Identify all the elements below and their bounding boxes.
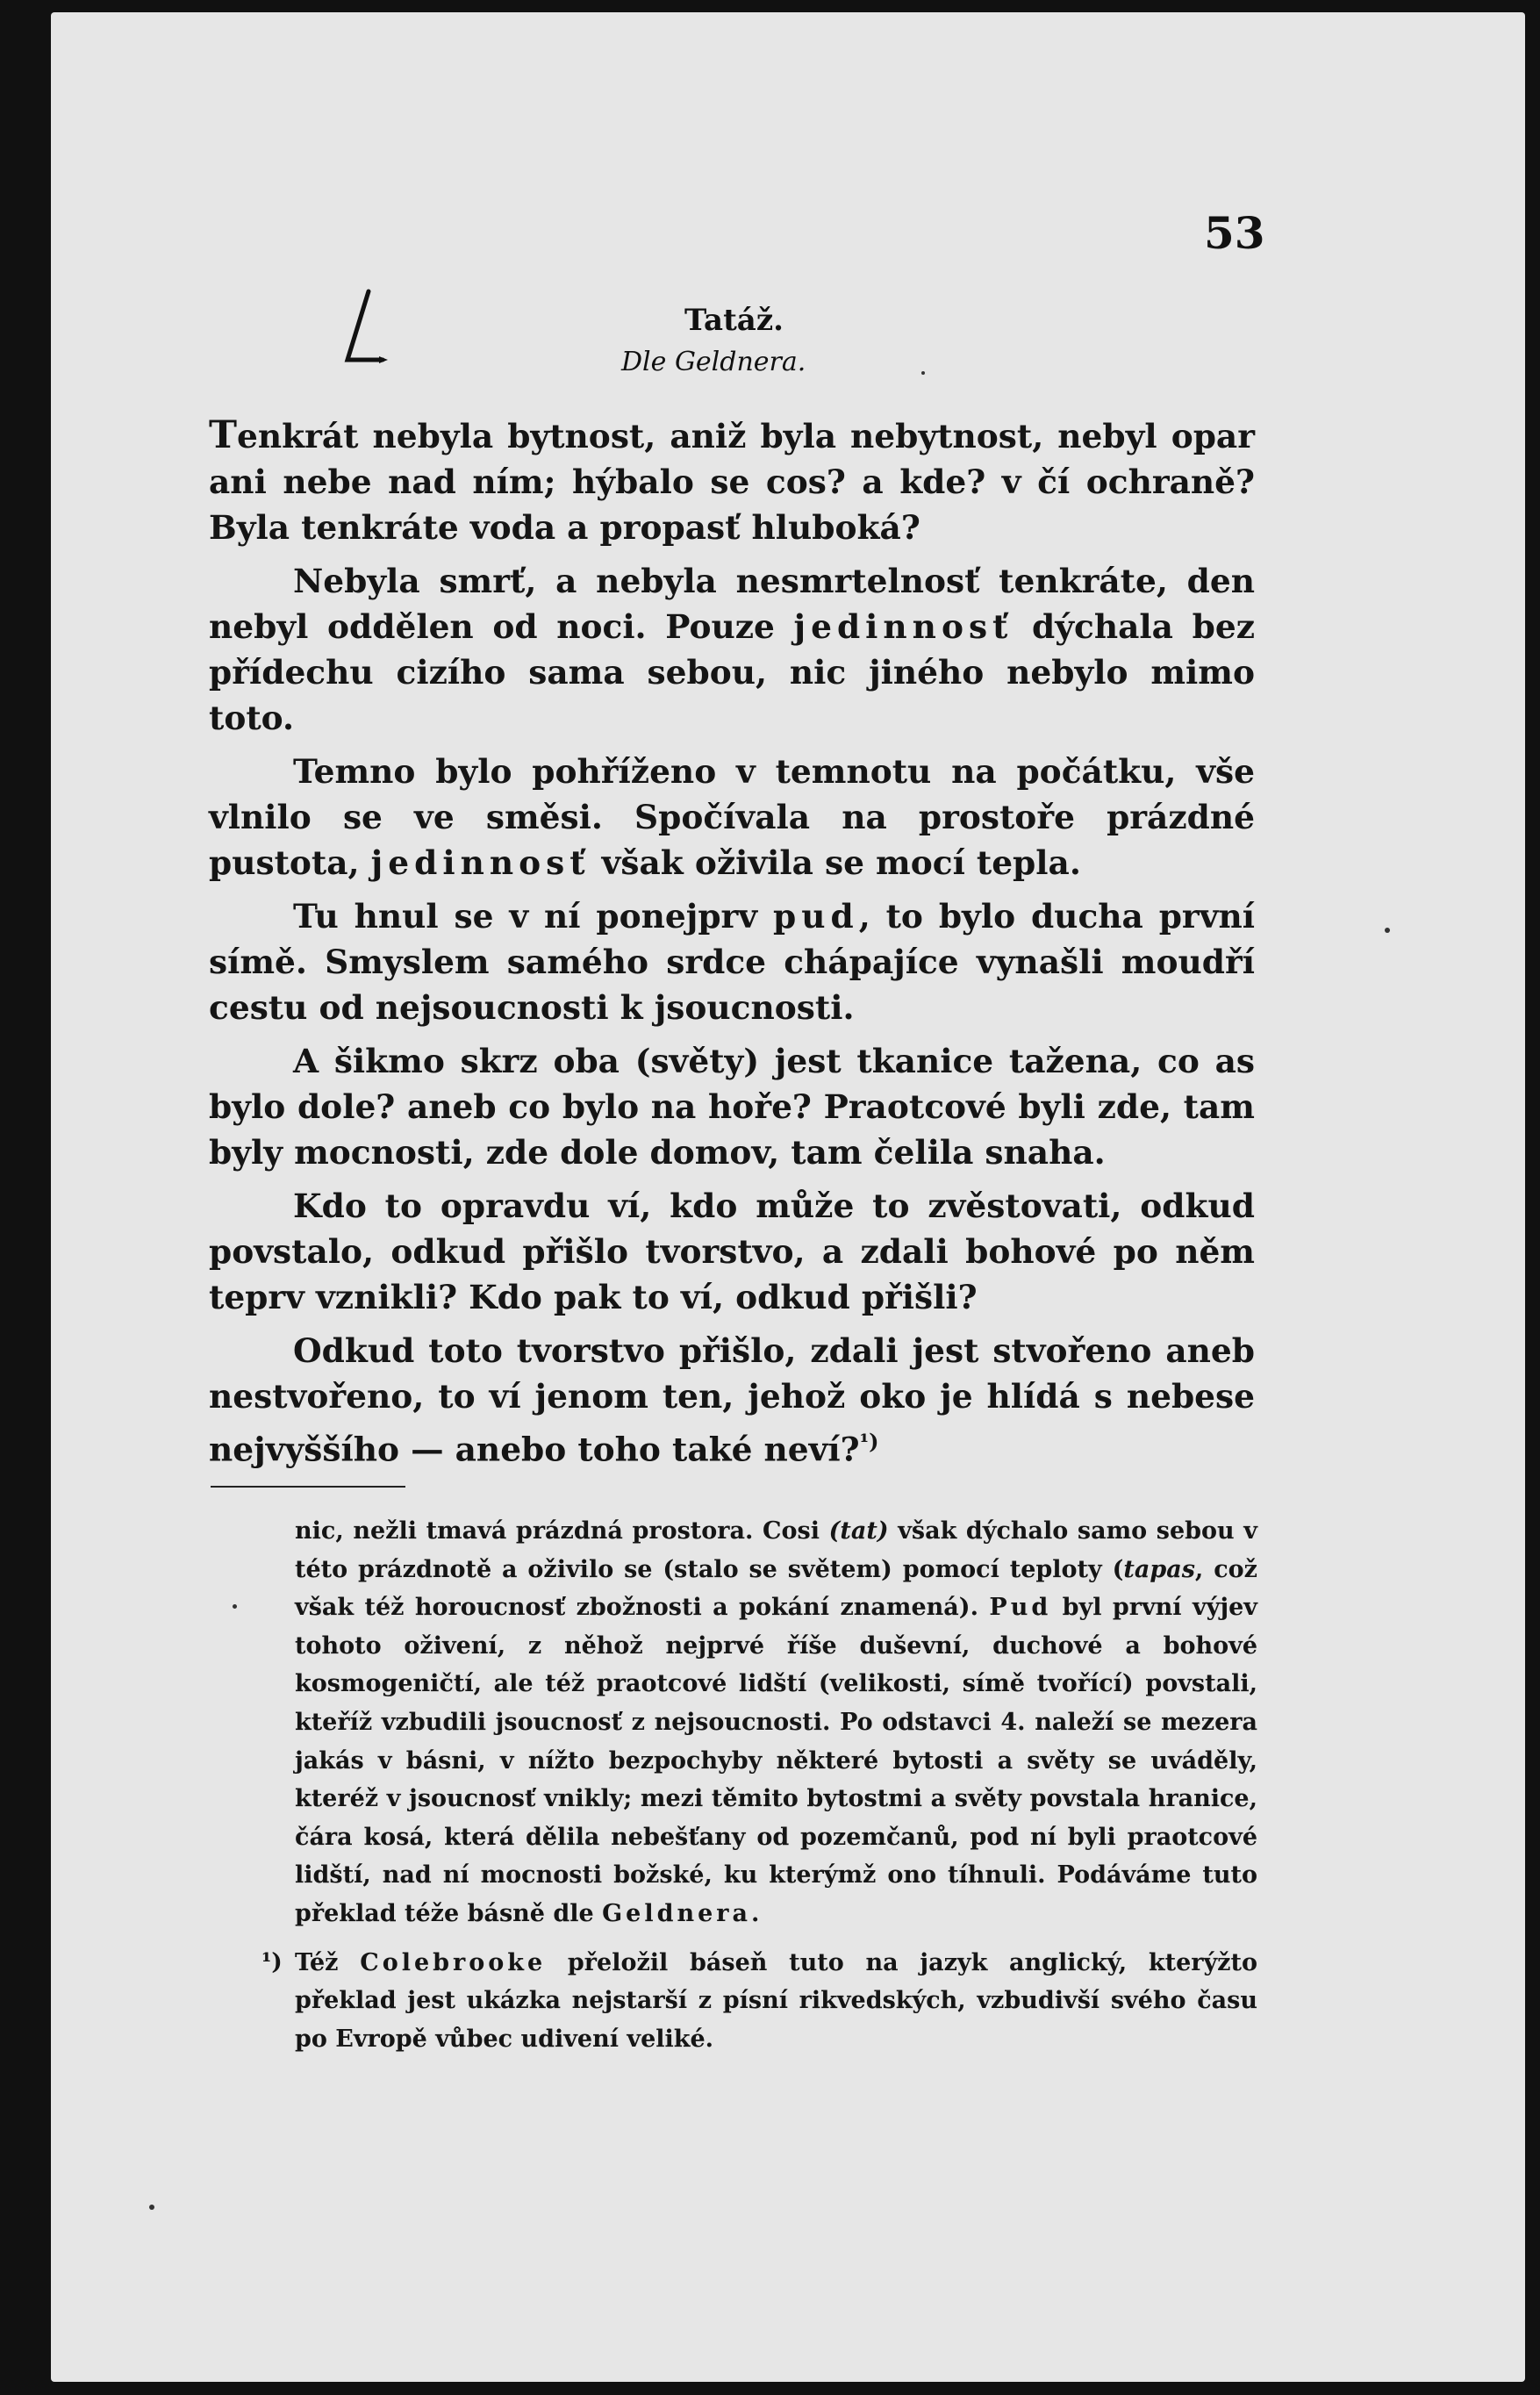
- footnote-1-marker: ¹): [261, 1948, 283, 1976]
- paragraph-3: [209, 749, 1255, 886]
- name-colebrooke: Colebrooke: [360, 1948, 547, 1976]
- paragraph-5: A šikmo skrz oba (světy) jest tkanice tažena, co as bylo dole? aneb co bylo na hoře? Praotcové byli zde, tam byly mocnosti, zde dole domov, tam čelila snaha.: [209, 1042, 1255, 1172]
- commentary-footnote: [295, 1512, 1257, 1933]
- paper-speck: [233, 1604, 237, 1609]
- emphasis-pud: pud: [772, 897, 859, 936]
- paragraph-1: [209, 412, 1255, 550]
- page-number: 53: [1204, 207, 1265, 259]
- paragraph-2-text-b: dýchala bez přídechu cizího sama sebou, nic jiného nebylo mimo toto.: [209, 607, 1255, 737]
- drop-initial: T: [209, 413, 237, 457]
- footnote-1-text-a: Též: [295, 1948, 361, 1976]
- paper-speck: [149, 2205, 154, 2210]
- footnote-1-text-b: přeložil báseň tuto na jazyk anglický, kterýžto překlad jest ukázka nejstarší z písní rikvedských, vzbudivší svého času po Evropě vůbec udivení veliké.: [295, 1948, 1257, 2053]
- paragraph-3-text-a: Temno bylo pohříženo v temnotu na počátku, vše vlnilo se ve směsi. Spočívala na prostoře prázdné pustota,: [209, 752, 1255, 882]
- term-tapas: tapas: [1123, 1555, 1195, 1583]
- paragraph-4-text-a: Tu hnul se v ní ponejprv: [293, 897, 773, 936]
- footnote-reference: ¹): [859, 1429, 879, 1454]
- poem-subtitle: Dle Geldnera.: [621, 347, 806, 377]
- paragraph-7-text: Odkud toto tvorstvo přišlo, zdali jest stvořeno aneb nestvořeno, to ví jenom ten, jehož oko je hlídá s nebese nejvyššího — anebo toho také neví?: [209, 1331, 1255, 1469]
- emphasis-jedinnost: jedinnosť: [793, 607, 1014, 646]
- paragraph-7: [209, 1328, 1255, 1473]
- emphasis-jedinnost-2: jedinnosť: [370, 843, 591, 882]
- paragraph-3-text-b: však oživila se mocí tepla.: [590, 843, 1081, 882]
- handwritten-mark-icon: [337, 286, 416, 365]
- commentary-text-e: .: [750, 1899, 760, 1927]
- footnotes: [261, 1512, 1257, 2069]
- paragraph-2-text-a: Nebyla smrť, a nebyla nesmrtelnosť tenkráte, den nebyl oddělen od noci. Pouze: [209, 562, 1255, 646]
- paragraph-2: [209, 558, 1255, 741]
- commentary-text-a: nic, nežli tmavá prázdná prostora. Cosi: [295, 1517, 829, 1545]
- paper-speck: [1385, 928, 1390, 933]
- paragraph-1-text: enkrát nebyla bytnost, aniž byla nebytnost, nebyl opar ani nebe nad ním; hýbalo se cos? a kde? v čí ochraně? Byla tenkráte voda a propasť hluboká?: [209, 417, 1255, 547]
- paragraph-4: [209, 893, 1255, 1030]
- paragraph-6: Kdo to opravdu ví, kdo může to zvěstovati, odkud povstalo, odkud přišlo tvorstvo, a zdali bohové po něm teprv vznikli? Kdo pak to ví, odkud přišli?: [209, 1187, 1255, 1316]
- term-tat: (tat): [828, 1517, 889, 1545]
- poem-title: Tatáž.: [684, 303, 784, 338]
- paper-speck: [921, 371, 925, 375]
- commentary-text-d: byl první výjev tohoto oživení, z něhož nejprvé říše duševní, duchové a bohové kosmogeničtí, ale též praotcové lidští (velikosti, símě tvořící) povstali, kteříž vzbudili jsoucnosť z nejsoucnosti. Po odstavci 4. naleží se mezera jakás v básni, v nížto bezpochyby některé bytosti a světy se uváděly, kteréž v jsoucnosť vnikly; mezi těmito bytostmi a světy povstala hranice, čára kosá, která dělila nebešťany od pozemčanů, pod ní byli praotcové lidští, nad ní mocnosti božské, ku kterýmž ono tíhnuli. Podáváme tuto překlad téže básně dle: [295, 1594, 1257, 1927]
- term-pud: Pud: [989, 1594, 1052, 1622]
- commentary-text-c: , což však též horoucnosť zbožnosti a pokání znamená).: [295, 1555, 1257, 1622]
- poem-body: [209, 412, 1255, 1481]
- name-geldnera: Geldnera: [602, 1899, 751, 1927]
- footnote-1: [261, 1944, 1257, 2059]
- footnote-separator: [211, 1486, 405, 1488]
- paragraph-4-text-b: , to bylo ducha první símě. Smyslem samého srdce chápajíce vynašli moudří cestu od nejsoucnosti k jsoucnosti.: [209, 897, 1255, 1027]
- commentary-text-b: však dýchalo samo sebou v této prázdnotě a oživilo se (stalo se světem) pomocí teploty (: [295, 1517, 1257, 1583]
